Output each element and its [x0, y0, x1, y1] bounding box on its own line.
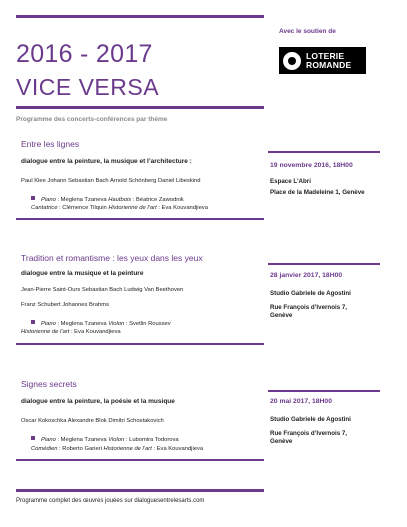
- event-date: 20 mai 2017, 18H00: [270, 398, 332, 405]
- section-performers: Piano : Meglena Tzaneva Violon : Svetlin Roussev: [31, 320, 171, 327]
- event-venue: Espace L’Abri Place de la Madeleine 1, Genève: [270, 178, 365, 196]
- sponsor-line-2: ROMANDE: [306, 59, 352, 70]
- section-title: Signes secrets: [21, 379, 77, 389]
- sponsor-logo: [279, 47, 366, 74]
- sponsor-line-1: LOTERIE: [306, 50, 345, 61]
- event-date: 28 janvier 2017, 18H00: [270, 272, 343, 279]
- section-composers: Jean-Pierre Saint-Ours Sebastian Bach Ludwig Van Beethoven: [21, 287, 184, 293]
- section-description: dialogue entre la peinture, la musique et l’architecture :: [21, 158, 192, 165]
- section-description: dialogue entre la musique et la peinture: [21, 270, 144, 277]
- date-rule: [268, 390, 380, 392]
- section-description: dialogue entre la peinture, la poésie et la musique: [21, 398, 175, 405]
- section-performers: Piano : Meglena Tzaneva Violon : Lubomira Todorova: [31, 436, 179, 443]
- page-title: VICE VERSA: [16, 74, 160, 100]
- sponsor-logo-icon: [283, 52, 301, 70]
- section-title: Entre les lignes: [21, 139, 80, 149]
- section-rule: [16, 459, 264, 461]
- section-rule: [16, 218, 264, 220]
- support-label: Avec le soutien de: [279, 28, 336, 35]
- section-title: Tradition et romantisme : les yeux dans les yeux: [21, 253, 203, 263]
- event-venue: Studio Gabriele de Agostini Rue François d’Ivernois 7, Genève: [270, 416, 351, 445]
- bullet-icon: [31, 436, 35, 440]
- bullet-icon: [31, 320, 35, 324]
- bullet-icon: [31, 196, 35, 200]
- footer-text: Programme complet des œuvres jouées sur dialoguesentrelesarts.com: [16, 498, 205, 504]
- section-composers: Oscar Kokoschka Alexandre Blok Dimitri Schostakovich: [21, 418, 164, 424]
- section-composers: Paul Klee Johann Sebastian Bach Arnold Schönberg Daniel Libeskind: [21, 178, 201, 184]
- date-rule: [268, 263, 380, 265]
- section-composers: Franz Schubert Johannes Brahms: [21, 302, 109, 308]
- title-rule: [16, 106, 264, 109]
- section-performers: Piano : Meglena Tzaneva Hautbois : Béatrice Zawodnik: [31, 196, 184, 203]
- section-performers: Comédien : Roberto Garieri Historienne de l’art : Eva Kouvandjieva: [31, 446, 204, 452]
- top-rule: [16, 15, 264, 18]
- date-rule: [268, 151, 380, 153]
- section-performers: Cantatrice : Clémence Tilquin Historienne de l’art : Eva Kouvandjieva: [31, 205, 208, 211]
- page-title-year: 2016 - 2017: [16, 40, 153, 68]
- section-rule: [16, 343, 264, 345]
- event-date: 19 novembre 2016, 18H00: [270, 162, 353, 169]
- event-venue: Studio Gabriele de Agostini Rue François d’Ivernois 7, Genève: [270, 290, 351, 319]
- page-subtitle: Programme des concerts-conférences par thème: [16, 116, 168, 123]
- footer-rule: [16, 489, 264, 492]
- section-performers: Historienne de l’art : Eva Kouvandjieva: [21, 329, 121, 335]
